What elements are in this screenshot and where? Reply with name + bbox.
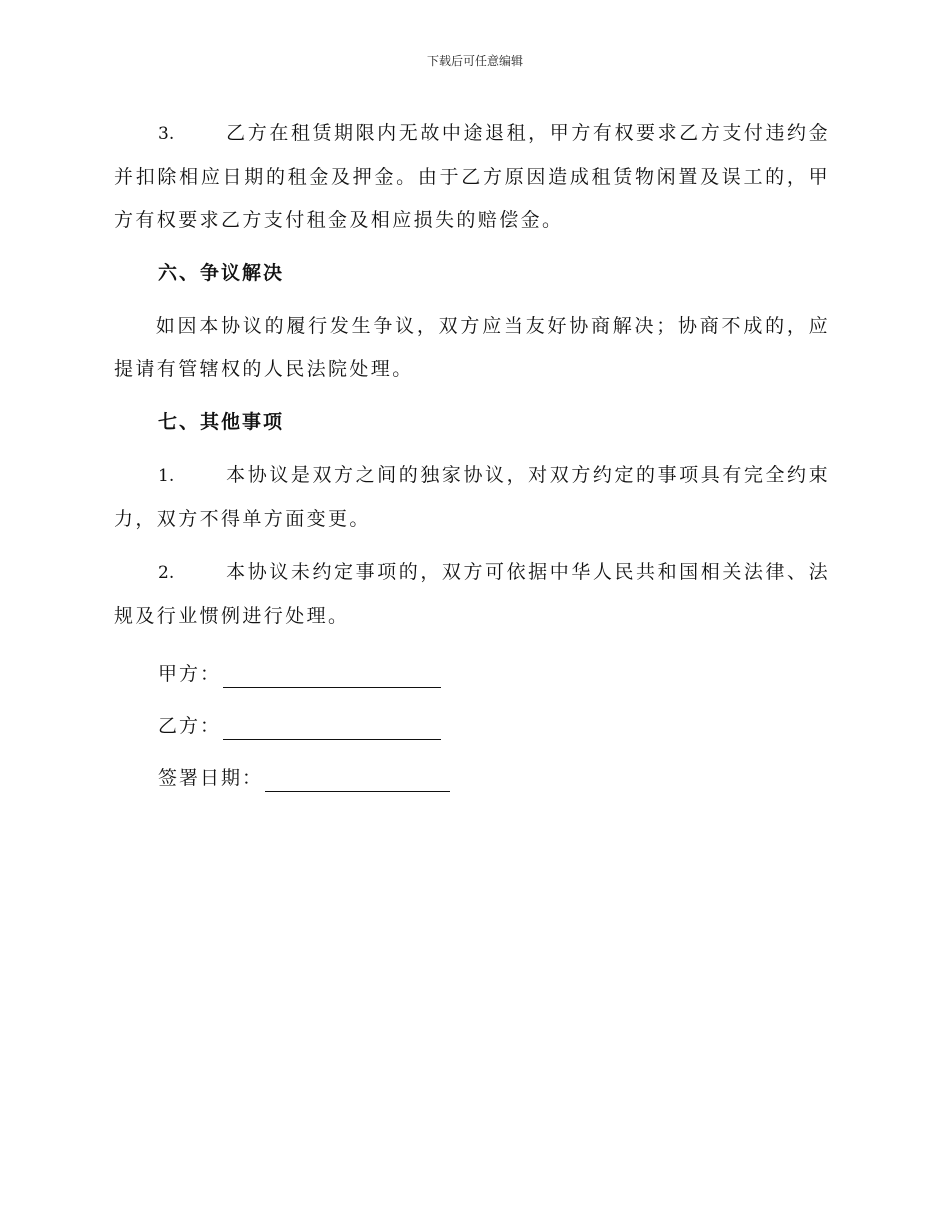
signature-label: 乙方： [158, 715, 222, 737]
clause-number: 3. [158, 124, 175, 144]
clause-number: 1. [158, 466, 175, 486]
section-heading-other: 七、其他事项 [158, 411, 285, 433]
signature-label: 甲方： [158, 663, 222, 685]
section-heading-dispute: 六、争议解决 [158, 262, 285, 284]
signature-party-b [114, 700, 830, 752]
clause-7-2 [114, 551, 830, 638]
page-header: 下载后可任意编辑 [426, 54, 523, 68]
clause-text: 乙方在租赁期限内无故中途退租，甲方有权要求乙方支付违约金并扣除相应日期的租金及押金。由于乙方原因造成租赁物闲置及误工的，甲方有权要求乙方支付租金及相应损失的赔偿金。 [114, 122, 830, 231]
clause-text: 本协议未约定事项的，双方可依据中华人民共和国相关法律、法规及行业惯例进行处理。 [114, 561, 830, 627]
clause-5-3 [114, 112, 830, 242]
clause-number: 2. [158, 563, 175, 583]
signature-label: 签署日期： [158, 767, 264, 789]
signature-date [114, 752, 830, 804]
signature-blank-line[interactable] [223, 663, 441, 688]
signature-party-a [114, 648, 830, 700]
document-body [114, 112, 830, 804]
clause-7-1 [114, 454, 830, 541]
clause-dispute-text: 如因本协议的履行发生争议，双方应当友好协商解决；协商不成的，应提请有管辖权的人民法院处理。 [114, 315, 830, 380]
signature-blank-line[interactable] [223, 715, 441, 740]
signature-block [114, 648, 830, 804]
clause-text: 本协议是双方之间的独家协议，对双方约定的事项具有完全约束力，双方不得单方面变更。 [114, 464, 830, 530]
date-blank-line[interactable] [265, 767, 450, 792]
